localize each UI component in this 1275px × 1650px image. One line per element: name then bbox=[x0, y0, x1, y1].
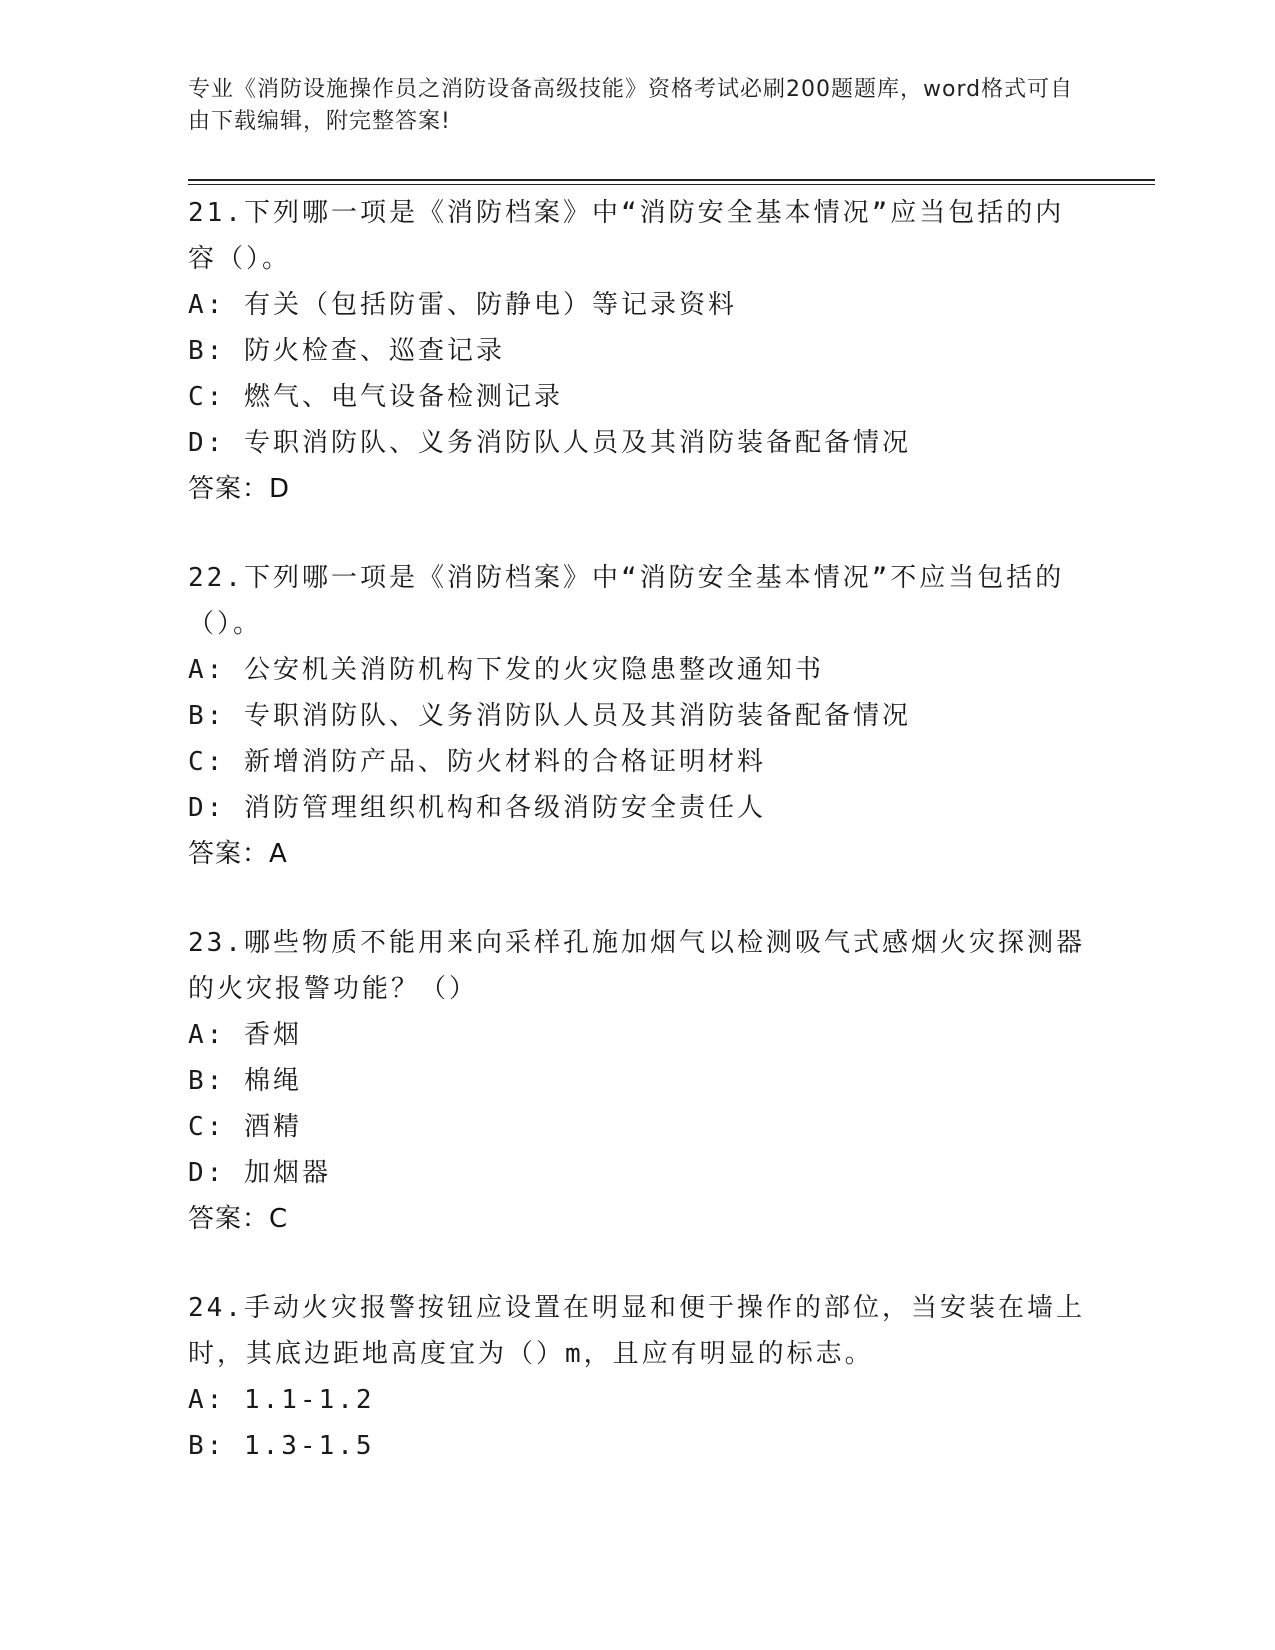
option-a: A: 香烟 bbox=[188, 1020, 302, 1050]
question-list bbox=[188, 190, 1088, 1512]
option-c: C: 新增消防产品、防火材料的合格证明材料 bbox=[188, 747, 766, 777]
option-b: B: 专职消防队、义务消防队人员及其消防装备配备情况 bbox=[188, 701, 911, 731]
header-divider-thin bbox=[188, 184, 1155, 185]
option-b: B: 1.3-1.5 bbox=[188, 1431, 375, 1461]
question-text: 24.手动火灾报警按钮应设置在明显和便于操作的部位，当安装在墙上时，其底边距地高度宜为（）m，且应有明显的标志。 bbox=[188, 1293, 1085, 1369]
option-a: A: 公安机关消防机构下发的火灾隐患整改通知书 bbox=[188, 655, 824, 685]
header-divider-thick bbox=[188, 179, 1155, 181]
question-text: 21.下列哪一项是《消防档案》中“消防安全基本情况”应当包括的内容（）。 bbox=[188, 198, 1065, 274]
option-b: B: 防火检查、巡查记录 bbox=[188, 336, 505, 366]
option-b: B: 棉绳 bbox=[188, 1066, 302, 1096]
answer-line: 答案：C bbox=[188, 1204, 289, 1234]
option-c: C: 酒精 bbox=[188, 1112, 302, 1142]
question-text: 22.下列哪一项是《消防档案》中“消防安全基本情况”不应当包括的（）。 bbox=[188, 563, 1065, 639]
question-22 bbox=[188, 555, 1088, 877]
question-23 bbox=[188, 920, 1088, 1242]
answer-line: 答案：A bbox=[188, 839, 288, 869]
question-text: 23.哪些物质不能用来向采样孔施加烟气以检测吸气式感烟火灾探测器的火灾报警功能？（） bbox=[188, 928, 1085, 1004]
option-d: D: 加烟器 bbox=[188, 1158, 331, 1188]
option-a: A: 1.1-1.2 bbox=[188, 1385, 375, 1415]
option-c: C: 燃气、电气设备检测记录 bbox=[188, 382, 563, 412]
option-a: A: 有关（包括防雷、防静电）等记录资料 bbox=[188, 290, 737, 320]
answer-line: 答案：D bbox=[188, 474, 291, 504]
question-24 bbox=[188, 1285, 1088, 1469]
option-d: D: 消防管理组织机构和各级消防安全责任人 bbox=[188, 793, 766, 823]
option-d: D: 专职消防队、义务消防队人员及其消防装备配备情况 bbox=[188, 428, 911, 458]
question-21 bbox=[188, 190, 1088, 512]
document-header: 专业《消防设施操作员之消防设备高级技能》资格考试必刷200题题库，word格式可自由下载编辑，附完整答案! bbox=[188, 77, 1074, 134]
